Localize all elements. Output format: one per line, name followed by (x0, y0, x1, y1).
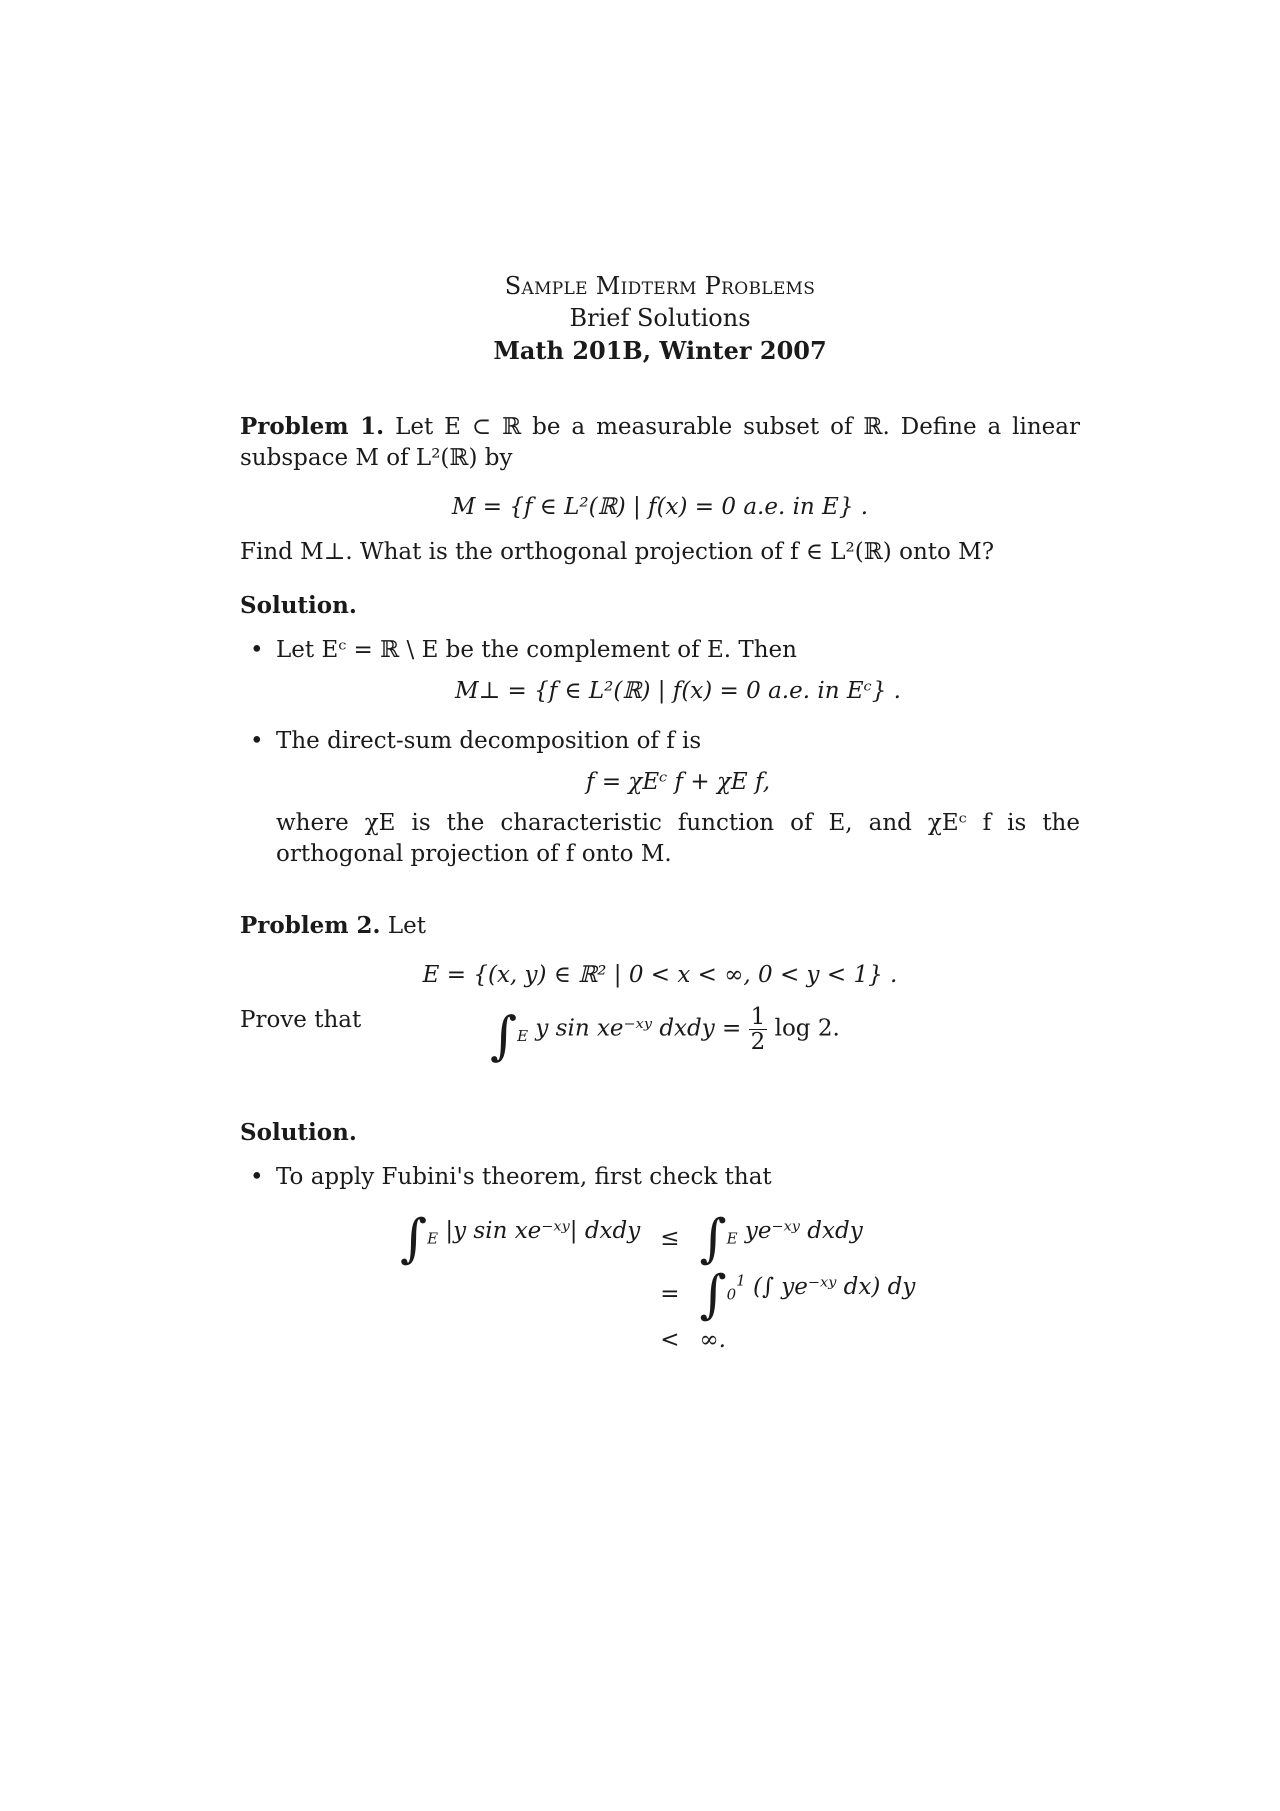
solution-2-bullet-1-text: To apply Fubini's theorem, first check that (276, 1163, 772, 1190)
row-1-relation: ≤ (660, 1225, 680, 1252)
title-block (240, 270, 1080, 367)
row-3-rhs: ∞. (699, 1326, 726, 1353)
problem-1-text: Let E ⊂ ℝ be a measurable subset of ℝ. Define a linear subspace M of L²(ℝ) by (240, 414, 1080, 472)
row-2-relation: = (660, 1281, 680, 1308)
inequality-row-2 (390, 1267, 925, 1323)
course-label: Math 201B, Winter 2007 (493, 335, 827, 365)
problem-1-question: Find M⊥. What is the orthogonal projection of f ∈ L²(ℝ) onto M? (240, 539, 995, 566)
row-2-rhs: $\int_0^1$ (∫ ye⁻ˣʸ dx) dy (699, 1264, 916, 1325)
solution-2-list (240, 1162, 1080, 1193)
problem-2-label: Problem 2. (240, 911, 381, 939)
problem-2-prove (240, 1005, 1080, 1095)
solution-2-bullet-1 (276, 1162, 1080, 1193)
row-1-rhs: $\int_E$ ye⁻ˣʸ dxdy (699, 1208, 863, 1269)
solution-2-label: Solution. (240, 1118, 357, 1146)
solution-1-bullet-2-text: The direct-sum decomposition of f is (276, 727, 702, 754)
solution-1-list (240, 635, 1080, 869)
integral-lhs: y sin xe⁻ˣʸ dxdy = (535, 1015, 742, 1042)
solution-1-bullet-1-text: Let Eᶜ = ℝ \ E be the complement of E. Then (276, 637, 797, 664)
fraction-numerator: 1 (750, 1003, 766, 1030)
fraction (749, 1005, 768, 1054)
integral-sign: ∫ (490, 1006, 518, 1067)
document-subtitle: Brief Solutions (569, 304, 751, 333)
inequality-row-1 (390, 1211, 925, 1267)
problem-2-text: Let (387, 912, 427, 939)
problem-1-display-math: M = {f ∈ L²(ℝ) | f(x) = 0 a.e. in E} . (451, 494, 869, 521)
page (240, 270, 1080, 1358)
document-title: Sample Midterm Problems (504, 272, 816, 300)
solution-1-bullet-2-after: where χE is the characteristic function of E, and χEᶜ f is the orthogonal projection of f onto M. (276, 809, 1080, 867)
prove-that-label: Prove that (240, 1006, 362, 1033)
fubini-inequality (390, 1208, 925, 1358)
fraction-denominator: 2 (750, 1028, 766, 1055)
solution-1-bullet-2 (276, 726, 1080, 870)
integral-rhs: log 2. (774, 1015, 840, 1042)
inequality-row-3 (390, 1323, 925, 1358)
solution-1-bullet-1-math: M⊥ = {f ∈ L²(ℝ) | f(x) = 0 a.e. in Eᶜ} . (455, 678, 901, 705)
row-3-relation: < (660, 1326, 680, 1353)
problem-1-label: Problem 1. (240, 413, 385, 441)
problem-2-display-math: E = {(x, y) ∈ ℝ² | 0 < x < ∞, 0 < y < 1} . (422, 961, 898, 988)
problem-2-statement (240, 910, 1080, 942)
problem-2-integral: $\int_E$ y sin xe⁻ˣʸ dxdy = $\frac{1}{2}$ log 2. (490, 1003, 840, 1067)
solution-1-bullet-1 (276, 635, 1080, 707)
solution-1-label: Solution. (240, 592, 357, 620)
problem-1-statement (240, 411, 1080, 474)
solution-1-bullet-2-math: f = χEᶜ f + χE f, (586, 768, 770, 795)
row-1-lhs: $\int_E$ |y sin xe⁻ˣʸ| dxdy (400, 1208, 641, 1269)
